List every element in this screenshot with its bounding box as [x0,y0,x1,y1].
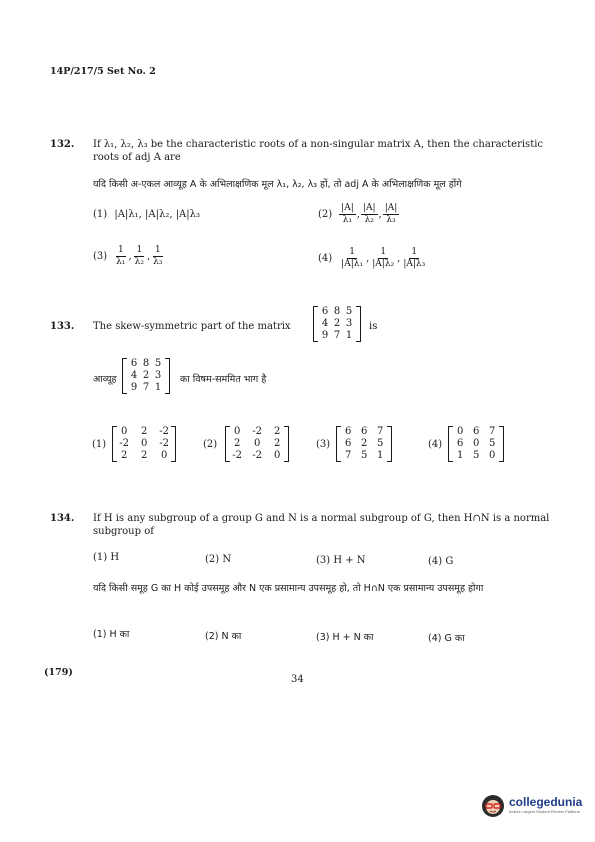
fraction: $\frac{1}{\text{|A|λ₃}}$ [403,247,426,269]
matrix: 0 2 -2 -2 0 -2 2 2 0 [112,426,176,462]
q134-hindi-option-1: (1) H का [93,629,130,640]
q132-option-2: (2) $\frac{|A|}{\text{λ₁}}$ , $\frac{|A|}{\text{λ₂}}$ , $\frac{|A|}{\text{λ₃}}$ [318,203,398,225]
page-number: 34 [291,674,304,685]
option-label: (4) [318,253,333,264]
matrix: 6 8 5 4 2 3 9 7 1 [122,358,170,394]
option-label: (3) [93,251,108,262]
option-label: (2) [203,438,218,450]
option-label: (4) [428,438,443,450]
q132-number: 132. [50,139,75,150]
matrix: 6 8 5 4 2 3 9 7 1 [313,306,361,342]
fraction: $\frac{1}{\text{|A|λ₂}}$ [372,247,395,269]
fraction: $\frac{1}{\text{λ₂}}$ [134,245,144,267]
matrix: 6 6 7 6 2 5 7 5 1 [336,426,392,462]
fraction: $\frac{1}{\text{|A|λ₁}}$ [341,247,364,269]
q134-option-3: (3) H + N [316,555,366,566]
q132-option-3: (3) $\frac{1}{\text{λ₁}}$ , $\frac{1}{\text{λ₂}}$ , $\frac{1}{\text{λ₃}}$ [93,245,163,267]
header-code: 14P/217/5 Set No. 2 [50,66,156,77]
option-label: (1) [93,209,108,220]
q133-text-hi-after: का विषम-सममित भाग है [180,374,267,385]
fraction: $\frac{|A|}{\text{λ₁}}$ [341,203,354,225]
option-text: |A|λ₁, |A|λ₂, |A|λ₃ [114,209,200,220]
mascot-icon [480,792,506,818]
fraction: $\frac{|A|}{\text{λ₃}}$ [384,203,398,225]
option-label: (1) [92,438,107,450]
q133-option-2 [203,426,289,462]
q132-text-en: If λ₁, λ₂, λ₃ be the characteristic roots of a non-singular matrix A, then the characteristic roots of adj A are [93,139,544,163]
q134-option-4: (4) G [428,556,454,567]
option-label: (2) [318,209,333,220]
brand-name: collegedunia [509,795,583,809]
q133-text-en: The skew-symmetric part of the matrix [93,321,291,332]
q134-hindi-option-4: (4) G का [428,633,465,644]
q133-matrix-hi [122,358,170,394]
q132-option-1 [93,208,200,221]
q133-option-1 [92,426,176,462]
option-label: (3) [316,438,331,450]
q134-hindi-option-3: (3) H + N का [316,632,374,643]
collegedunia-logo [480,792,582,818]
q134-hindi-option-2: (2) N का [205,631,242,642]
q133-option-4 [428,426,504,462]
q133-text-hi-before: आव्यूह [93,374,117,385]
fraction: $\frac{|A|}{\text{λ₂}}$ [362,203,376,225]
q132-text-hi: यदि किसी अ-एकल आव्यूह A के अभिलाक्षणिक मूल λ₁, λ₂, λ₃ हों, तो adj A के अभिलाक्षणिक मूल होंगे [93,179,462,190]
q133-option-3 [316,426,392,462]
matrix: 0 6 7 6 0 5 1 5 0 [448,426,504,462]
footer-code: (179) [44,667,73,678]
matrix: 0 -2 2 2 0 2 -2 -2 0 [225,426,289,462]
q134-text-en: If H is any subgroup of a group G and N is a normal subgroup of G, then H∩N is a normal subgroup of [93,513,550,537]
q133-text-en-after: is [369,321,378,332]
q133-matrix [313,306,361,342]
q134-option-1: (1) H [93,552,120,563]
q132-option-4: (4) $\frac{1}{\text{|A|λ₁}}$ , $\frac{1}{\text{|A|λ₂}}$ , $\frac{1}{\text{|A|λ₃}}$ [318,247,426,269]
brand-tagline: India's Largest Student Review Platform [509,809,581,814]
fraction: $\frac{1}{\text{λ₁}}$ [116,245,126,267]
q134-text-hi: यदि किसी समूह G का H कोई उपसमूह और N एक प्रसामान्य उपसमूह हो, तो H∩N एक प्रसामान्य उपसमूह होगा [93,583,484,594]
q133-number: 133. [50,321,75,332]
q134-number: 134. [50,513,75,524]
fraction: $\frac{1}{\text{λ₃}}$ [153,245,163,267]
q134-option-2: (2) N [205,554,232,565]
